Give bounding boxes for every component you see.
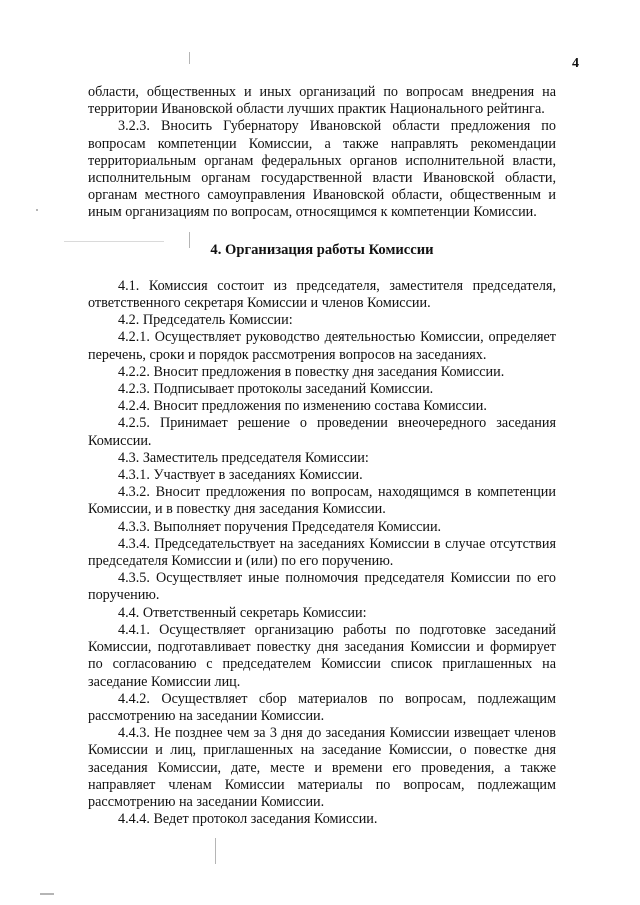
paragraph-4-2: 4.2. Председатель Комиссии: [118,312,293,329]
paragraph-3-2-3: 3.2.3. Вносить Губернатору Ивановской области предложения по вопросам компетенции Комиссии, а также направлять рекомендации территориальным органам федеральных органов исполнительной власти, исполнительным органам государственной власти Ивановской области, органам местного самоуправления Ивановской области, общественным и иным организациям по вопросам, относящимся к компетенции Комиссии. [88,118,556,221]
page-number: 4 [572,56,579,71]
paragraph-4-3: 4.3. Заместитель председателя Комиссии: [118,449,369,466]
scan-artifact-bottom [215,838,216,864]
section-heading: 4. Организация работы Комиссии [210,241,434,258]
paragraph-4-4-3: 4.4.3. Не позднее чем за 3 дня до заседания Комиссии извещает членов Комиссии и лиц, приглашенных на заседание Комиссии, о повестке дня заседания Комиссии, дате, месте и времени его проведения, а также направляет членам Комиссии материалы по вопросам, подлежащим рассмотрению на заседании Комиссии. [88,725,556,810]
paragraph-4-3-3: 4.3.3. Выполняет поручения Председателя Комиссии. [118,518,442,535]
paragraph-continuation: области, общественных и иных организаций по вопросам внедрения на территории Ивановской области лучших практик Национального рейтинга. [88,84,556,118]
paragraph-4-3-5: 4.3.5. Осуществляет иные полномочия председателя Комиссии по его поручению. [88,570,556,604]
paragraph-4-4: 4.4. Ответственный секретарь Комиссии: [118,604,367,621]
paragraph-4-1: 4.1. Комиссия состоит из председателя, заместителя председателя, ответственного секретаря Комиссии и членов Комиссии. [88,277,556,312]
scan-artifact-left-dot [36,209,38,211]
document-body [88,84,556,828]
paragraph-4-3-1: 4.3.1. Участвует в заседаниях Комиссии. [118,467,363,484]
paragraph-4-2-3: 4.2.3. Подписывает протоколы заседаний Комиссии. [118,381,434,398]
scan-artifact-top [189,52,190,64]
paragraph-4-4-4: 4.4.4. Ведет протокол заседания Комиссии. [118,811,378,828]
paragraph-4-3-4: 4.3.4. Председательствует на заседаниях Комиссии в случае отсутствия председателя Комиссии и (или) по его поручению. [88,535,556,570]
paragraph-4-2-2: 4.2.2. Вносит предложения в повестку дня заседания Комиссии. [118,363,505,380]
paragraph-4-4-2: 4.4.2. Осуществляет сбор материалов по вопросам, подлежащим рассмотрению на заседании Комиссии. [88,690,556,724]
paragraph-4-2-4: 4.2.4. Вносит предложения по изменению состава Комиссии. [118,398,487,415]
scan-artifact-corner [40,893,54,895]
paragraph-4-2-1: 4.2.1. Осуществляет руководство деятельностью Комиссии, определяет перечень, сроки и порядок рассмотрения вопросов на заседаниях. [88,329,556,363]
paragraph-4-2-5: 4.2.5. Принимает решение о проведении внеочередного заседания Комиссии. [88,415,556,449]
paragraph-4-4-1: 4.4.1. Осуществляет организацию работы по подготовке заседаний Комиссии, подготавливает повестку дня заседания Комиссии и формирует по согласованию с председателем Комиссии список приглашенных на заседание Комиссии лиц. [88,621,556,690]
paragraph-4-3-2: 4.3.2. Вносит предложения по вопросам, находящимся в компетенции Комиссии, и в повестку дня заседания Комиссии. [88,484,556,518]
